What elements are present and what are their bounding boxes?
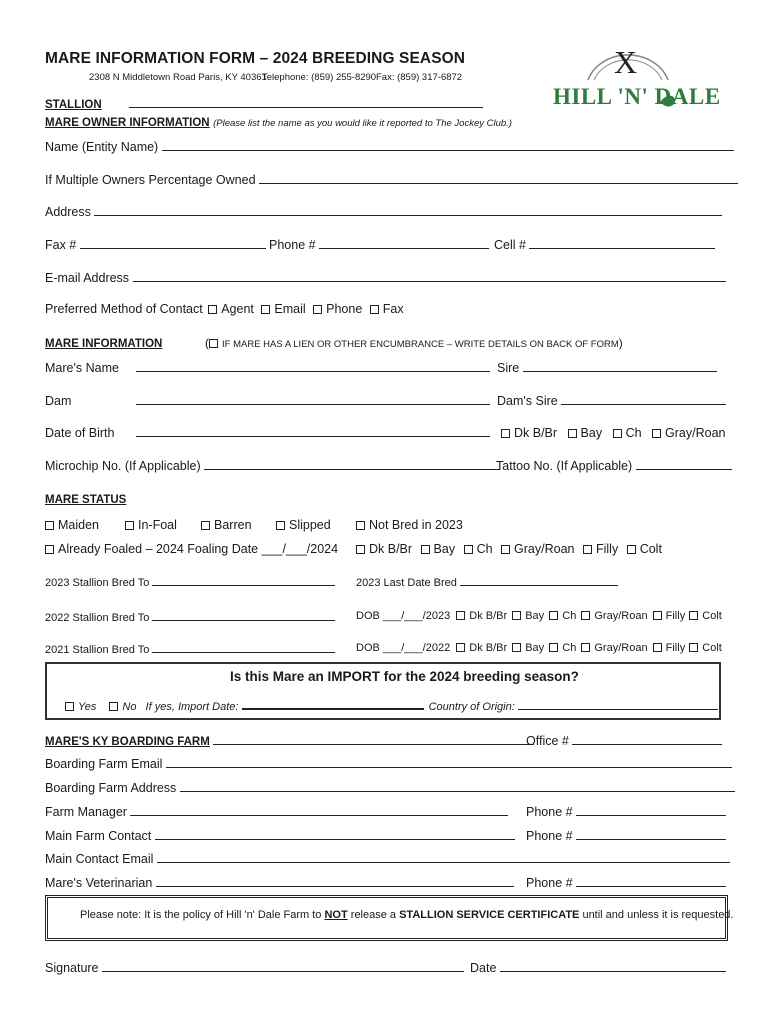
last-date-2023-label: 2023 Last Date Bred [356,577,457,589]
title-part1: MARE INFORMATION FORM [45,50,256,67]
import-section [45,662,721,720]
checkbox-2023-bay[interactable] [512,611,521,620]
manager-label: Farm Manager [45,805,127,819]
checkbox-fax[interactable] [370,305,379,314]
opt-2022-gray: Gray/Roan [594,642,648,654]
checkbox-import-yes[interactable] [65,702,74,711]
owner-heading: MARE OWNER INFORMATION [45,117,210,129]
vet-phone-label: Phone # [526,876,573,890]
dob-line-wrap [136,426,490,440]
status-slipped [276,518,331,532]
status-maiden-label: Maiden [58,518,99,532]
foal-bay-label: Bay [433,542,456,556]
contact-email-label: Main Contact Email [45,852,154,866]
boarding-address-row [45,781,735,795]
contact-field[interactable] [155,829,515,840]
microchip-row [45,459,500,473]
vet-phone-row [526,876,726,890]
owner-name-label: Name (Entity Name) [45,140,159,154]
bred-2021-label: 2021 Stallion Bred To [45,644,150,656]
vet-row [45,876,514,890]
checkbox-foal-gray[interactable] [501,545,510,554]
last-date-2023-row [356,575,618,589]
dams-sire-row [497,394,726,408]
tattoo-label: Tattoo No. (If Applicable) [496,459,633,473]
manager-row [45,805,508,819]
checkbox-2022-filly[interactable] [653,643,662,652]
bred-2021-row [45,642,335,656]
dob-2022-label: DOB ___/___/2022 [356,642,451,654]
manager-phone-row [526,805,726,819]
import-date-field[interactable] [242,699,424,710]
boarding-address-field[interactable] [180,781,735,792]
owner-fax-row [45,238,266,252]
office-label: Office # [526,734,569,748]
checkbox-2023-gray[interactable] [581,611,590,620]
date-label: Date [470,961,497,975]
status-barren [201,518,252,532]
sire-field[interactable] [523,361,717,372]
import-no-label: No [122,701,137,713]
bred-2022-row [45,610,335,624]
owner-address-row [45,205,722,219]
foal-dkbbr-label: Dk B/Br [369,542,413,556]
dob-field[interactable] [136,426,490,437]
opt-2022-filly: Filly [665,642,686,654]
status-infoal-label: In-Foal [138,518,177,532]
manager-phone-label: Phone # [526,805,573,819]
dam-row [45,394,71,408]
color-ch-label: Ch [625,426,642,440]
owner-phone-field[interactable] [319,238,489,249]
color-gray-label: Gray/Roan [665,426,726,440]
opt-2023-bay: Bay [525,610,545,622]
notice-text [80,909,733,921]
import-date-label: If yes, Import Date: [145,701,239,713]
bred-2023-field[interactable] [152,575,335,586]
dob-2023-row [356,610,722,622]
checkbox-color-bay[interactable] [568,429,577,438]
checkbox-email[interactable] [261,305,270,314]
logo-text: HILL 'N' DALE [553,84,721,109]
notice-cert: STALLION SERVICE CERTIFICATE [399,909,580,921]
mare-status-heading-row [45,492,126,506]
contact-method-row [45,302,404,316]
tattoo-row [496,459,732,473]
checkbox-foal-dkbbr[interactable] [356,545,365,554]
dob-2023-label: DOB ___/___/2023 [356,610,451,622]
checkbox-foal-filly[interactable] [583,545,592,554]
form-title [45,50,465,68]
vet-label: Mare's Veterinarian [45,876,153,890]
signature-label: Signature [45,961,99,975]
owner-address-field[interactable] [94,205,722,216]
checkbox-not-bred[interactable] [356,521,365,530]
opt-2022-colt: Colt [702,642,722,654]
opt-2023-filly: Filly [665,610,686,622]
vet-field[interactable] [156,876,514,887]
farm-address: 2308 N Middletown Road Paris, KY 40361 [89,72,267,83]
dam-field[interactable] [136,394,490,405]
notice-mid: release a [347,909,400,921]
stallion-field[interactable] [129,97,483,108]
last-date-2023-field[interactable] [460,575,618,586]
farm-telephone: Telephone: (859) 255-8290 [262,72,377,83]
notice-post: until and unless it is requested. [579,909,734,921]
owner-address-label: Address [45,205,91,219]
country-field[interactable] [518,699,718,710]
boarding-email-row [45,757,732,771]
office-row [526,734,722,748]
owner-heading-row [45,115,512,129]
owner-cell-row [494,238,715,252]
checkbox-maiden[interactable] [45,521,54,530]
dam-line-wrap [136,394,490,408]
opt-2022-dkbbr: Dk B/Br [469,642,508,654]
tattoo-field[interactable] [636,459,732,470]
vet-phone-field[interactable] [576,876,726,887]
owner-cell-label: Cell # [494,238,526,252]
owner-phone-label: Phone # [269,238,316,252]
owner-fax-field[interactable] [80,238,266,249]
checkbox-2022-colt[interactable] [689,643,698,652]
owner-note: (Please list the name as you would like it reported to The Jockey Club.) [213,118,512,129]
owner-pct-field[interactable] [259,173,738,184]
checkbox-already-foaled[interactable] [45,545,54,554]
manager-phone-field[interactable] [576,805,726,816]
lien-close-paren: ) [618,336,623,350]
boarding-farm-field[interactable] [213,734,534,745]
opt-2022-bay: Bay [525,642,545,654]
mare-name-field[interactable] [136,361,490,372]
bred-2022-label: 2022 Stallion Bred To [45,612,150,624]
opt-2023-ch: Ch [562,610,577,622]
boarding-heading-row [45,734,534,748]
farm-fax: Fax: (859) 317-6872 [376,72,463,83]
stallion-row [45,97,483,111]
status-maiden [45,518,99,532]
bred-2021-field[interactable] [152,642,335,653]
import-question: Is this Mare an IMPORT for the 2024 breeding season? [230,669,579,684]
checkbox-infoal[interactable] [125,521,134,530]
contact-phone-label: Phone # [526,829,573,843]
owner-email-row [45,271,726,285]
checkbox-2023-ch[interactable] [549,611,558,620]
checkbox-phone[interactable] [313,305,322,314]
checkbox-import-no[interactable] [109,702,118,711]
status-slipped-label: Slipped [289,518,331,532]
date-row [470,961,726,975]
lien-open-paren: ( [205,336,209,350]
title-part2: 2024 BREEDING SEASON [272,50,466,67]
dams-sire-label: Dam's Sire [497,394,558,408]
checkbox-agent[interactable] [208,305,217,314]
mare-info-heading: MARE INFORMATION [45,338,163,350]
checkbox-foal-colt[interactable] [627,545,636,554]
contact-agent-label: Agent [221,302,254,316]
contact-phone-row [526,829,726,843]
checkbox-lien[interactable] [209,339,218,348]
boarding-address-label: Boarding Farm Address [45,781,177,795]
contact-method-label: Preferred Method of Contact [45,302,203,316]
already-foaled-label: Already Foaled – 2024 Foaling Date ___/___/2024 [58,542,339,556]
boarding-heading: MARE'S KY BOARDING FARM [45,736,210,748]
dob-2022-row [356,642,722,654]
checkbox-foal-bay[interactable] [421,545,430,554]
owner-pct-label: If Multiple Owners Percentage Owned [45,173,256,187]
foal-ch-label: Ch [476,542,493,556]
checkbox-2023-dkbbr[interactable] [456,611,465,620]
opt-2023-colt: Colt [702,610,722,622]
import-yes-label: Yes [78,701,97,713]
microchip-field[interactable] [204,459,500,470]
dams-sire-field[interactable] [561,394,726,405]
contact-label: Main Farm Contact [45,829,152,843]
checkbox-color-dkbbr[interactable] [501,429,510,438]
notice-pre: Please note: It is the policy of Hill 'n' Dale Farm to [80,909,325,921]
contact-fax-label: Fax [382,302,404,316]
checkbox-slipped[interactable] [276,521,285,530]
contact-email-label: Email [274,302,306,316]
bred-2023-row [45,575,335,589]
owner-name-row [45,140,734,154]
opt-2023-dkbbr: Dk B/Br [469,610,508,622]
mare-status-heading: MARE STATUS [45,494,127,506]
owner-email-field[interactable] [133,271,726,282]
checkbox-2022-dkbbr[interactable] [456,643,465,652]
bred-2022-field[interactable] [152,610,335,621]
notice-not: NOT [324,909,348,921]
owner-pct-row [45,173,738,187]
checkbox-2023-colt[interactable] [689,611,698,620]
sire-row [497,361,717,375]
mare-name-row [45,361,119,375]
date-field[interactable] [500,961,726,972]
owner-phone-row [269,238,489,252]
stallion-label: STALLION [45,99,102,111]
contact-row [45,829,515,843]
manager-field[interactable] [130,805,508,816]
status-barren-label: Barren [214,518,252,532]
checkbox-2023-filly[interactable] [653,611,662,620]
owner-name-field[interactable] [162,140,734,151]
foal-gray-label: Gray/Roan [514,542,575,556]
signature-row [45,961,464,975]
contact-phone-label: Phone [326,302,363,316]
hill-n-dale-logo [548,40,721,124]
checkbox-foal-ch[interactable] [464,545,473,554]
boarding-email-label: Boarding Farm Email [45,757,163,771]
checkbox-color-ch[interactable] [613,429,622,438]
color-bay-label: Bay [580,426,603,440]
country-label: Country of Origin: [428,701,515,713]
microchip-label: Microchip No. (If Applicable) [45,459,201,473]
status-not-bred [356,518,463,532]
foal-options-row [356,542,662,556]
import-answers [65,699,718,713]
status-not-bred-label: Not Bred in 2023 [369,518,463,532]
status-infoal [125,518,177,532]
dob-row [45,426,114,440]
notice-box [45,895,734,941]
mare-color-row [501,426,726,440]
owner-fax-label: Fax # [45,238,77,252]
dam-label: Dam [45,394,72,408]
checkbox-barren[interactable] [201,521,210,530]
already-foaled-row [45,542,338,556]
checkbox-2022-bay[interactable] [512,643,521,652]
lien-note: IF MARE HAS A LIEN OR OTHER ENCUMBRANCE – WRITE DETAILS ON BACK OF FORM [222,339,619,350]
foal-colt-label: Colt [639,542,662,556]
signature-field[interactable] [102,961,464,972]
contact-phone-field[interactable] [576,829,726,840]
opt-2022-ch: Ch [562,642,577,654]
contact-email-field[interactable] [157,852,730,863]
bred-2023-label: 2023 Stallion Bred To [45,577,150,589]
color-dkbbr-label: Dk B/Br [514,426,558,440]
mare-name-label: Mare's Name [45,361,119,375]
dob-label: Date of Birth [45,426,115,440]
foal-filly-label: Filly [595,542,619,556]
checkbox-2022-ch[interactable] [549,643,558,652]
opt-2023-gray: Gray/Roan [594,610,648,622]
title-dash: – [255,50,273,67]
sire-label: Sire [497,361,520,375]
boarding-email-field[interactable] [166,757,732,768]
mare-name-line-wrap [136,361,490,375]
mare-info-heading-row [45,336,162,350]
lien-note-row [205,336,623,350]
checkbox-2022-gray[interactable] [581,643,590,652]
owner-cell-field[interactable] [529,238,715,249]
checkbox-color-gray[interactable] [652,429,661,438]
contact-email-row [45,852,730,866]
office-field[interactable] [572,734,722,745]
logo-letter: X [614,44,638,80]
owner-email-label: E-mail Address [45,271,130,285]
